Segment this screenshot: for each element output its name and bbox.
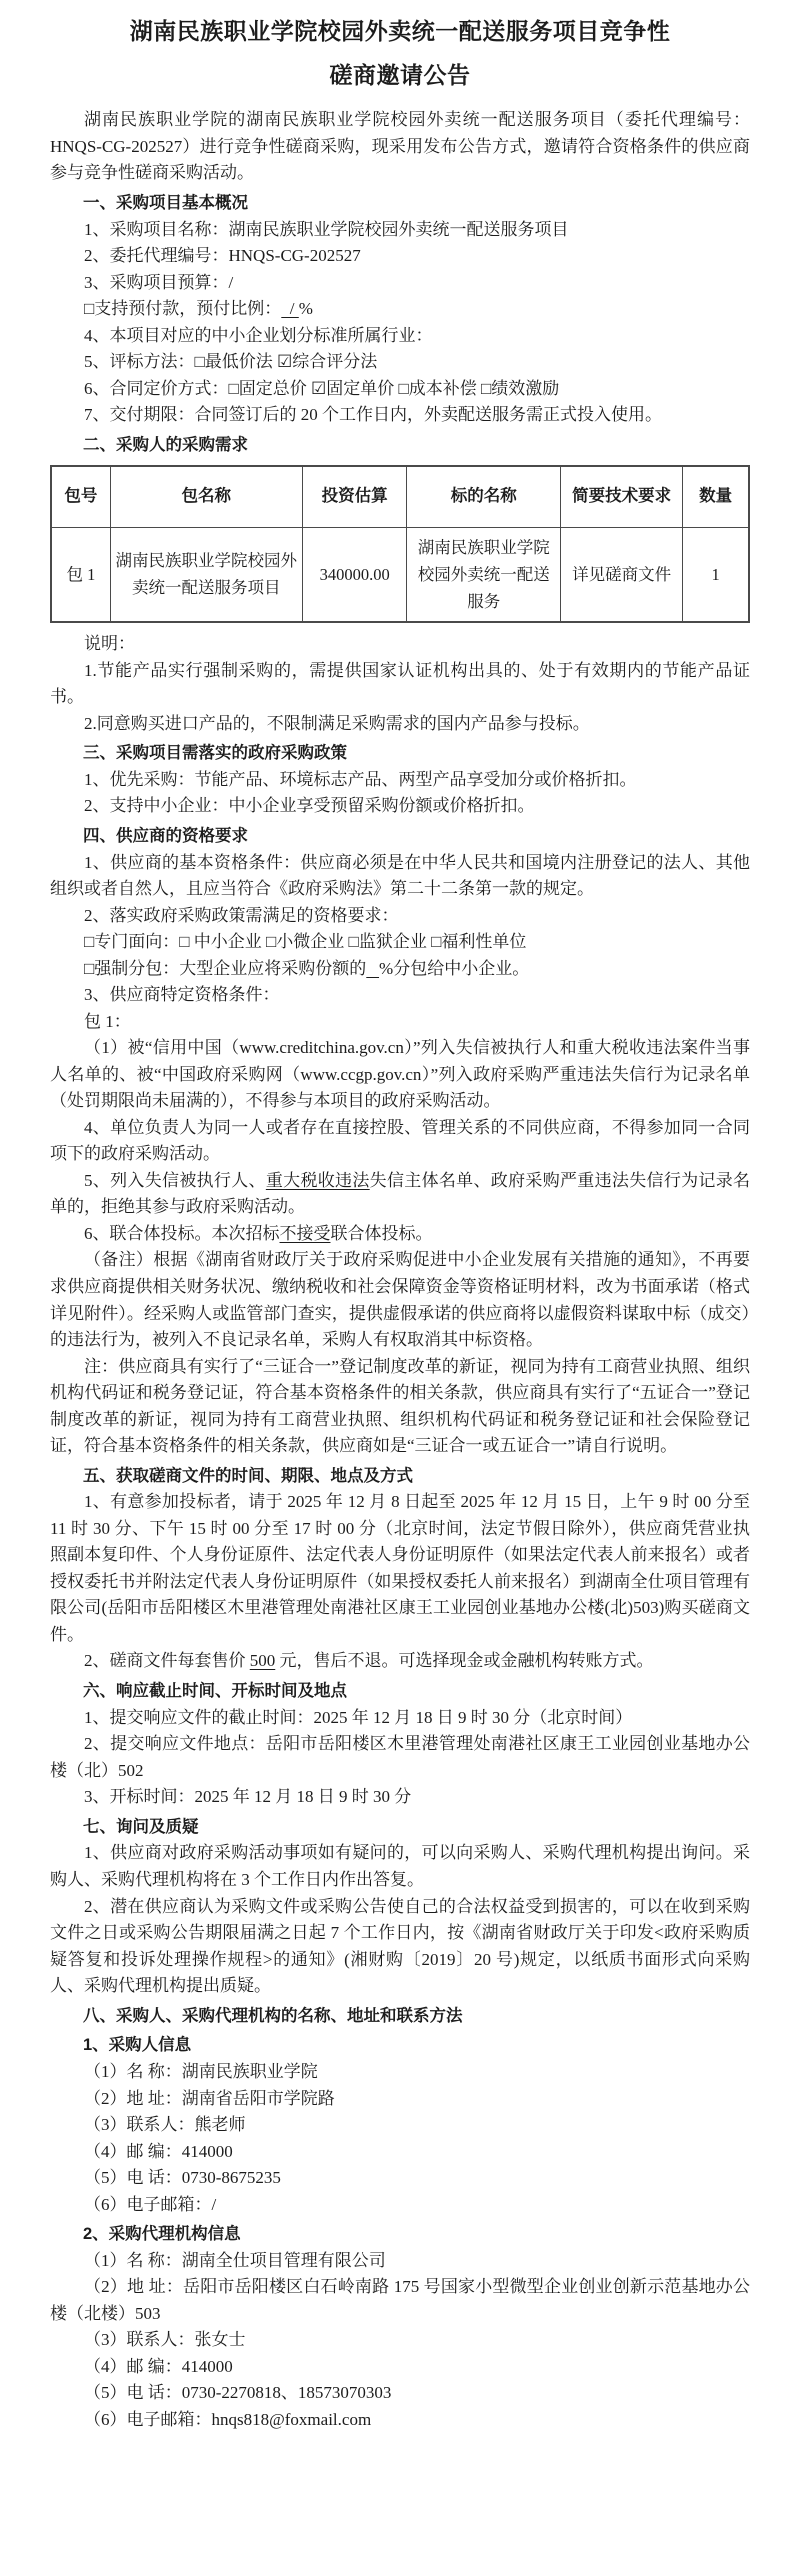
paragraph: （6）电子邮箱：hnqs818@foxmail.com xyxy=(84,2409,372,2429)
text-run: □强制分包：大型企业应将采购份额的 xyxy=(84,958,367,978)
table-header-cell: 数量 xyxy=(683,466,749,528)
paragraph: 说明： xyxy=(84,634,135,654)
paragraph: （5）电 话：0730-8675235 xyxy=(84,2168,281,2188)
paragraph: 3、供应商特定资格条件： xyxy=(84,985,280,1005)
paragraph: 2、委托代理编号：HNQS-CG-202527 xyxy=(84,246,361,266)
section-heading: 六、响应截止时间、开标时间及地点 xyxy=(83,1681,347,1700)
paragraph: （3）联系人：张女士 xyxy=(84,2330,246,2350)
paragraph: 1.节能产品实行强制采购的，需提供国家认证机构出具的、处于有效期内的节能产品证书。 xyxy=(50,660,750,707)
paragraph: （4）邮 编：414000 xyxy=(84,2356,233,2376)
paragraph xyxy=(50,1168,750,1221)
page-title-line2: 磋商邀请公告 xyxy=(329,61,471,88)
paragraph: （4）邮 编：414000 xyxy=(84,2141,233,2161)
paragraph: 2、支持中小企业：中小企业享受预留采购份额或价格折扣。 xyxy=(84,796,535,816)
paragraph xyxy=(50,296,750,323)
section-heading: 四、供应商的资格要求 xyxy=(83,827,248,845)
table-cell: 1 xyxy=(683,527,749,622)
paragraph: （2）地 址：湖南省岳阳市学院路 xyxy=(84,2088,335,2108)
paragraph: 1、采购项目名称：湖南民族职业学院校园外卖统一配送服务项目 xyxy=(84,219,569,239)
table-cell: 包 1 xyxy=(51,527,110,622)
paragraph: 2、潜在供应商认为采购文件或采购公告使自己的合法权益受到损害的，可以在收到采购文件之日或采购公告期限届满之日起 7 个工作日内，按《湖南省财政厅关于印发<政府采购质疑答复和投诉处理操作规程>的通知》(湘财购〔2019〕20 号)规定，以纸质书面形式向采购人、采购代理机构提出质疑。 xyxy=(50,1896,750,1996)
section-heading: 五、获取磋商文件的时间、期限、地点及方式 xyxy=(83,1466,413,1485)
table-header-cell: 简要技术要求 xyxy=(561,466,683,528)
text-run: 5、列入失信被执行人、 xyxy=(84,1170,266,1190)
paragraph: （2）地 址：岳阳市岳阳楼区白石岭南路 175 号国家小型微型企业创业创新示范基地办公楼（北楼）503 xyxy=(50,2277,750,2323)
paragraph: （1）名 称：湖南民族职业学院 xyxy=(84,2062,318,2082)
paragraph: 7、交付期限：合同签订后的 20 个工作日内，外卖配送服务需正式投入使用。 xyxy=(84,405,662,425)
text-run: 元，售后不退。可选择现金或金融机构转账方式。 xyxy=(275,1651,654,1671)
section-heading: 三、采购项目需落实的政府采购政策 xyxy=(83,744,347,763)
document-body xyxy=(50,107,750,2433)
paragraph: （1）名 称：湖南全仕项目管理有限公司 xyxy=(84,2250,386,2270)
section-heading: 二、采购人的采购需求 xyxy=(83,435,248,454)
text-run: 6、联合体投标。本次招标 xyxy=(84,1223,280,1243)
paragraph: 湖南民族职业学院的湖南民族职业学院校园外卖统一配送服务项目（委托代理编号：HNQS-CG-202527）进行竞争性磋商采购，现采用发布公告方式，邀请符合资格条件的供应商参与竞争性磋商采购活动。 xyxy=(50,110,750,183)
table-cell: 湖南民族职业学院校园外卖统一配送服务 xyxy=(407,527,561,622)
paragraph xyxy=(50,1648,750,1675)
text-run: 联合体投标。 xyxy=(330,1223,433,1243)
table-header-cell: 投资估算 xyxy=(302,466,407,528)
table-header-cell: 包号 xyxy=(51,466,110,528)
section-heading: 2、采购代理机构信息 xyxy=(83,2225,241,2244)
paragraph: 4、单位负责人为同一人或者存在直接控股、管理关系的不同供应商，不得参加同一合同项下的政府采购活动。 xyxy=(50,1117,750,1164)
paragraph: （6）电子邮箱：/ xyxy=(84,2194,217,2214)
table-cell: 湖南民族职业学院校园外卖统一配送服务项目 xyxy=(110,527,302,622)
paragraph: 1、有意参加投标者，请于 2025 年 12 月 8 日起至 2025 年 12 月 15 日，上午 9 时 00 分至 11 时 30 分、下午 15 时 00 分至 17 时 00 分（北京时间，法定节假日除外），供应商凭营业执照副本复印件、个人身份证原件、法定代表人身份证明原件（如果法定代表人前来报名）或者授权委托书并附法定代表人身份证明原件（如果授权委托人前来报名）到湖南全仕项目管理有限公司(岳阳市岳阳楼区木里港管理处南港社区康王工业园创业基地办公楼(北)503)购买磋商文件。 xyxy=(50,1492,750,1644)
paragraph xyxy=(50,956,750,983)
paragraph xyxy=(50,1221,750,1248)
paragraph: 包 1： xyxy=(84,1011,131,1031)
paragraph: 3、开标时间：2025 年 12 月 18 日 9 时 30 分 xyxy=(84,1787,412,1807)
paragraph: □专门面向：□ 中小企业 □小微企业 □监狱企业 □福利性单位 xyxy=(84,932,527,952)
table-cell: 详见磋商文件 xyxy=(561,527,683,622)
table-header-cell: 包名称 xyxy=(110,466,302,528)
paragraph: （3）联系人：熊老师 xyxy=(84,2115,246,2135)
paragraph: 1、供应商对政府采购活动事项如有疑问的，可以向采购人、采购代理机构提出询问。采购人、采购代理机构将在 3 个工作日内作出答复。 xyxy=(50,1843,750,1889)
paragraph: 1、提交响应文件的截止时间：2025 年 12 月 18 日 9 时 30 分（北京时间） xyxy=(84,1707,633,1727)
underlined-text xyxy=(366,959,379,978)
section-heading: 七、询问及质疑 xyxy=(83,1817,199,1836)
text-run: 2、磋商文件每套售价 xyxy=(84,1651,250,1671)
underlined-text: 重大税收违法 xyxy=(265,1170,370,1190)
paragraph: 4、本项目对应的中小企业划分标准所属行业： xyxy=(84,325,433,345)
paragraph: 5、评标方法：□最低价法 ☑综合评分法 xyxy=(84,352,378,372)
section-heading: 八、采购人、采购代理机构的名称、地址和联系方法 xyxy=(83,2006,463,2025)
text-run: % xyxy=(298,299,313,319)
table-header-cell: 标的名称 xyxy=(407,466,561,528)
paragraph: 1、优先采购：节能产品、环境标志产品、两型产品享受加分或价格折扣。 xyxy=(84,769,637,789)
page-title-line1: 湖南民族职业学院校园外卖统一配送服务项目竞争性 xyxy=(129,18,671,44)
text-run: □支持预付款，预付比例： xyxy=(84,299,282,319)
page-title xyxy=(50,10,750,97)
paragraph: 2、落实政府采购政策需满足的资格要求： xyxy=(84,905,399,925)
paragraph: （5）电 话：0730-2270818、18573070303 xyxy=(84,2383,392,2403)
table-header-row xyxy=(51,466,749,528)
paragraph: 6、合同定价方式：□固定总价 ☑固定单价 □成本补偿 □绩效激励 xyxy=(84,378,560,398)
paragraph: （备注）根据《湖南省财政厅关于政府采购促进中小企业发展有关措施的通知》，不再要求供应商提供相关财务状况、缴纳税收和社会保障资金等资格证明材料，改为书面承诺（格式详见附件）。经采购人或监管部门查实，提供虚假承诺的供应商将以虚假资料谋取中标（成交）的违法行为，被列入不良记录名单，采购人有权取消其中标资格。 xyxy=(50,1250,750,1350)
table-cell: 340000.00 xyxy=(302,527,407,622)
paragraph: 1、供应商的基本资格条件：供应商必须是在中华人民共和国境内注册登记的法人、其他组织或者自然人，且应当符合《政府采购法》第二十二条第一款的规定。 xyxy=(50,852,750,899)
text-run: 失信主体名单、政府采购严重违法失信行为记录名单的，拒绝其参与政府采购活动。 xyxy=(50,1170,751,1217)
underlined-text: 不接受 xyxy=(279,1223,331,1243)
section-heading: 一、采购项目基本概况 xyxy=(83,193,248,212)
text-run: %分包给中小企业。 xyxy=(379,958,530,978)
paragraph: 注：供应商具有实行了“三证合一”登记制度改革的新证，视同为持有工商营业执照、组织机构代码证和税务登记证，符合基本资格条件的相关条款，供应商具有实行了“五证合一”登记制度改革的新证，视同为持有工商营业执照、组织机构代码证和税务登记证和社会保险登记证，符合基本资格条件的相关条款，供应商如是“三证合一或五证合一”请自行说明。 xyxy=(50,1356,750,1456)
paragraph: 3、采购项目预算：/ xyxy=(84,272,234,292)
underlined-text: 500 xyxy=(249,1651,276,1671)
paragraph: 2.同意购买进口产品的，不限制满足采购需求的国内产品参与投标。 xyxy=(84,713,590,733)
section-heading: 1、采购人信息 xyxy=(83,2036,192,2055)
requirements-table xyxy=(50,465,750,624)
paragraph: 2、提交响应文件地点：岳阳市岳阳楼区木里港管理处南港社区康王工业园创业基地办公楼（北）502 xyxy=(50,1734,750,1780)
paragraph: （1）被“信用中国（www.creditchina.gov.cn）”列入失信被执行人和重大税收违法案件当事人名单的、被“中国政府采购网（www.ccgp.gov.cn）”列入政府采购严重违法失信行为记录名单（处罚期限尚未届满的），不得参与本项目的政府采购活动。 xyxy=(50,1038,750,1111)
table-row xyxy=(51,527,749,622)
underlined-text: / xyxy=(281,299,299,319)
